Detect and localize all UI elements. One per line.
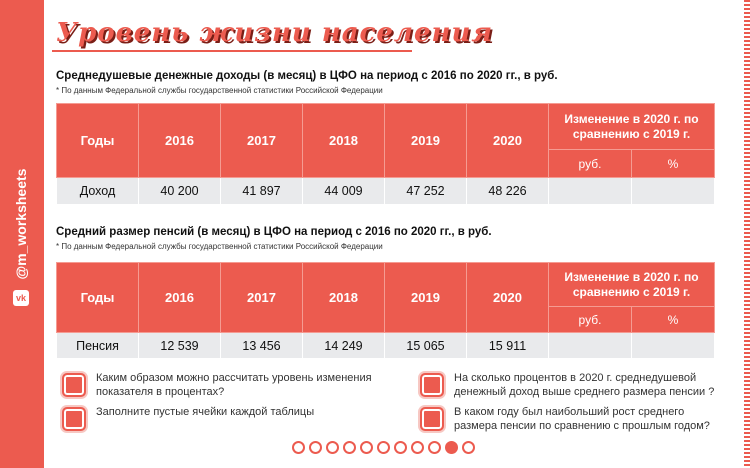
value-2019: 47 252 (385, 178, 467, 205)
page-dot[interactable] (326, 441, 339, 454)
sidebar (0, 0, 44, 468)
unit-rub-header: руб. (549, 307, 632, 333)
year-2020-header: 2020 (467, 104, 549, 178)
pagination (292, 439, 479, 453)
pension-table (56, 262, 715, 359)
page-dot[interactable] (343, 441, 356, 454)
income-source-note: * По данным Федеральной службы государственной статистики Российской Федерации (56, 86, 383, 95)
change-percent-cell[interactable] (632, 178, 715, 205)
income-table (56, 103, 715, 205)
page-dot[interactable] (428, 441, 441, 454)
vk-icon: vk (13, 290, 29, 306)
year-2018-header: 2018 (303, 263, 385, 333)
row-label: Пенсия (57, 333, 139, 359)
question-3 (420, 371, 720, 401)
row-label: Доход (57, 178, 139, 205)
year-2019-header: 2019 (385, 263, 467, 333)
page-title: Уровень жизни населения (56, 18, 494, 48)
change-header: Изменение в 2020 г. по сравнению с 2019 г. (549, 104, 715, 150)
year-2020-header: 2020 (467, 263, 549, 333)
page-dot[interactable] (445, 441, 458, 454)
page-dot[interactable] (360, 441, 373, 454)
page-dot[interactable] (411, 441, 424, 454)
year-2016-header: 2016 (139, 263, 221, 333)
question-text: Заполните пустые ячейки каждой таблицы (96, 406, 315, 418)
unit-rub-header: руб. (549, 150, 632, 178)
page-dot[interactable] (292, 441, 305, 454)
page-dot[interactable] (309, 441, 322, 454)
year-2019-header: 2019 (385, 104, 467, 178)
checkbox[interactable] (420, 373, 444, 397)
question-1 (62, 371, 387, 401)
value-2017: 13 456 (221, 333, 303, 359)
income-heading: Среднедушевые денежные доходы (в месяц) в ЦФО на период с 2016 по 2020 гг., в руб. (56, 70, 558, 82)
social-handle[interactable] (8, 160, 34, 320)
question-text: На сколько процентов в 2020 г. среднедушевой денежный доход выше среднего размера пенсии ? (454, 372, 715, 398)
question-text: В каком году был наибольший рост среднего размера пенсии по сравнению с прошлым годом? (454, 406, 710, 432)
year-2018-header: 2018 (303, 104, 385, 178)
pension-heading: Средний размер пенсий (в месяц) в ЦФО на период с 2016 по 2020 гг., в руб. (56, 226, 492, 238)
change-percent-cell[interactable] (632, 333, 715, 359)
title-underline (52, 50, 412, 52)
question-2 (62, 405, 387, 429)
value-2020: 48 226 (467, 178, 549, 205)
unit-percent-header: % (632, 150, 715, 178)
year-2017-header: 2017 (221, 104, 303, 178)
value-2020: 15 911 (467, 333, 549, 359)
question-4 (420, 405, 720, 435)
value-2017: 41 897 (221, 178, 303, 205)
year-2017-header: 2017 (221, 263, 303, 333)
value-2018: 44 009 (303, 178, 385, 205)
checkbox[interactable] (62, 373, 86, 397)
page-dot[interactable] (377, 441, 390, 454)
pension-source-note: * По данным Федеральной службы государственной статистики Российской Федерации (56, 242, 383, 251)
page-edge-decoration (744, 0, 750, 468)
value-2018: 14 249 (303, 333, 385, 359)
value-2016: 40 200 (139, 178, 221, 205)
year-2016-header: 2016 (139, 104, 221, 178)
handle-text: @m_worksheets (13, 168, 29, 280)
checkbox[interactable] (62, 407, 86, 431)
value-2019: 15 065 (385, 333, 467, 359)
checkbox[interactable] (420, 407, 444, 431)
change-rub-cell[interactable] (549, 178, 632, 205)
change-header: Изменение в 2020 г. по сравнению с 2019 г. (549, 263, 715, 307)
years-header: Годы (57, 263, 139, 333)
years-header: Годы (57, 104, 139, 178)
page-dot[interactable] (394, 441, 407, 454)
page-dot[interactable] (462, 441, 475, 454)
change-rub-cell[interactable] (549, 333, 632, 359)
question-text: Каким образом можно рассчитать уровень изменения показателя в процентах? (96, 372, 372, 398)
unit-percent-header: % (632, 307, 715, 333)
value-2016: 12 539 (139, 333, 221, 359)
